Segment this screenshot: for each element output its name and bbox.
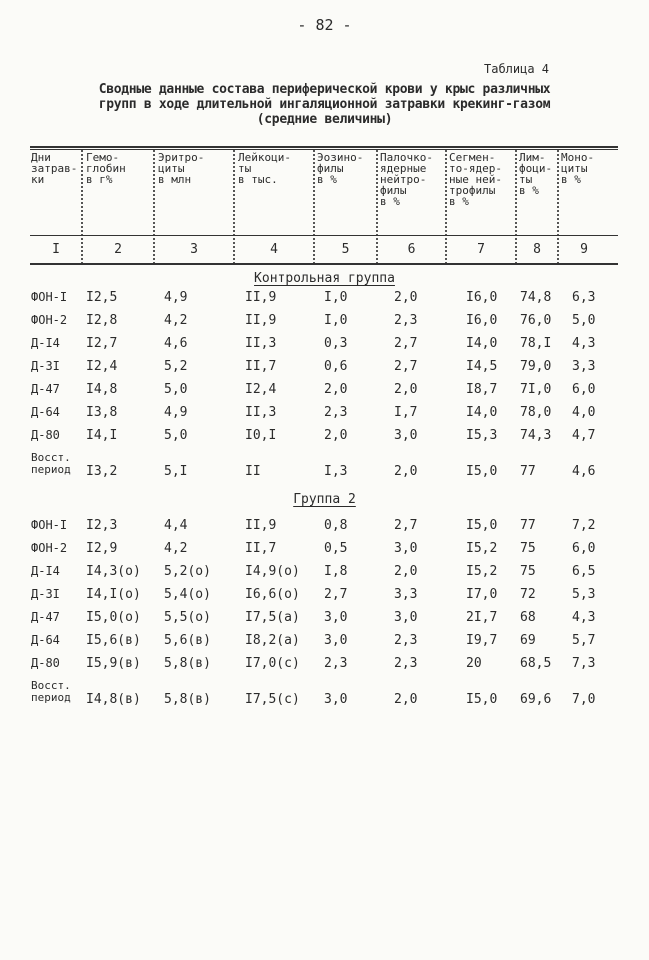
header-days: Дни затрав- ки — [31, 151, 78, 186]
header-erythrocytes: Эритро- циты в млн — [158, 151, 205, 186]
column-number: 2 — [114, 242, 122, 257]
table-row: Д-80 I4,I 5,0 I0,I 2,0 3,0 I5,3 74,3 4,7 — [31, 428, 596, 443]
header-leukocytes: Лейкоци- ты в тыс. — [238, 151, 291, 186]
table-row: ФОН-I I2,5 4,9 II,9 I,0 2,0 I6,0 74,8 6,3 — [31, 290, 596, 305]
table-row: Д-64 I3,8 4,9 II,3 2,3 I,7 I4,0 78,0 4,0 — [31, 405, 596, 420]
table-row: Д-3I I2,4 5,2 II,7 0,6 2,7 I4,5 79,0 3,3 — [31, 359, 596, 374]
table-label: Таблица 4 — [484, 62, 550, 76]
table-top-rule-inner — [30, 149, 618, 150]
table-row: Д-47 I4,8 5,0 I2,4 2,0 2,0 I8,7 7I,0 6,0 — [31, 382, 596, 397]
table-title-line-2: групп в ходе длительной ингаляционной затравки крекинг-газом — [98, 97, 551, 112]
table-row: Д-47 I5,0(о) 5,5(о) I7,5(а) 3,0 3,0 2I,7 68 4,3 — [31, 610, 596, 625]
header-hemoglobin: Гемо- глобин в г% — [86, 151, 126, 186]
header-rule — [30, 235, 618, 236]
table-row: Д-64 I5,6(в) 5,6(в) I8,2(а) 3,0 2,3 I9,7 69 5,7 — [31, 633, 596, 648]
column-number: 8 — [533, 242, 541, 257]
header-eosinophils: Эозино- филы в % — [317, 151, 364, 186]
table-title-line-1: Сводные данные состава периферической крови у крыс различных — [98, 82, 551, 97]
header-band-neutrophils: Палочко- ядерные нейтро- филы в % — [380, 151, 433, 208]
page-number: - 82 - — [297, 16, 352, 34]
table-row: Д-3I I4,I(о) 5,4(о) I6,6(о) 2,7 3,3 I7,0 72 5,3 — [31, 587, 596, 602]
group-title-control: Контрольная группа — [254, 271, 395, 286]
table-row: ФОН-2 I2,8 4,2 II,9 I,0 2,3 I6,0 76,0 5,0 — [31, 313, 596, 328]
table-row: Д-I4 I2,7 4,6 II,3 0,3 2,7 I4,0 78,I 4,3 — [31, 336, 596, 351]
column-number: 3 — [190, 242, 198, 257]
header-segmented-neutrophils: Сегмен- то-ядер- ные ней- трофилы в % — [449, 151, 502, 208]
column-number: 6 — [407, 242, 416, 257]
header-lymphocytes: Лим- фоци- ты в % — [519, 151, 553, 197]
column-number: I — [52, 242, 60, 257]
row-label-recovery: Восст. период — [31, 451, 71, 476]
row-label-recovery: Восст. период — [31, 679, 71, 704]
table-row: Д-I4 I4,3(о) 5,2(о) I4,9(о) I,8 2,0 I5,2 75 6,5 — [31, 564, 596, 579]
table-top-rule — [30, 146, 618, 148]
table-row: ФОН-I I2,3 4,4 II,9 0,8 2,7 I5,0 77 7,2 — [31, 518, 596, 533]
column-number: 9 — [580, 242, 588, 257]
column-number: 5 — [341, 242, 350, 257]
column-number: 7 — [477, 242, 485, 257]
numbers-rule — [30, 263, 618, 265]
table-row: Д-80 I5,9(в) 5,8(в) I7,0(с) 2,3 2,3 20 68,5 7,3 — [31, 656, 596, 671]
group-title-group-2: Группа 2 — [293, 492, 356, 507]
table-title-line-3: (средние величины) — [256, 112, 393, 127]
header-monocytes: Моно- циты в % — [561, 151, 595, 186]
table-row: Восст. период I4,8(в) 5,8(в) I7,5(с) 3,0 2,0 I5,0 69,6 7,0 — [31, 679, 596, 707]
table-row: ФОН-2 I2,9 4,2 II,7 0,5 3,0 I5,2 75 6,0 — [31, 541, 596, 556]
column-number: 4 — [270, 242, 278, 257]
table-row: Восст. период I3,2 5,I II I,3 2,0 I5,0 77 4,6 — [31, 451, 596, 479]
